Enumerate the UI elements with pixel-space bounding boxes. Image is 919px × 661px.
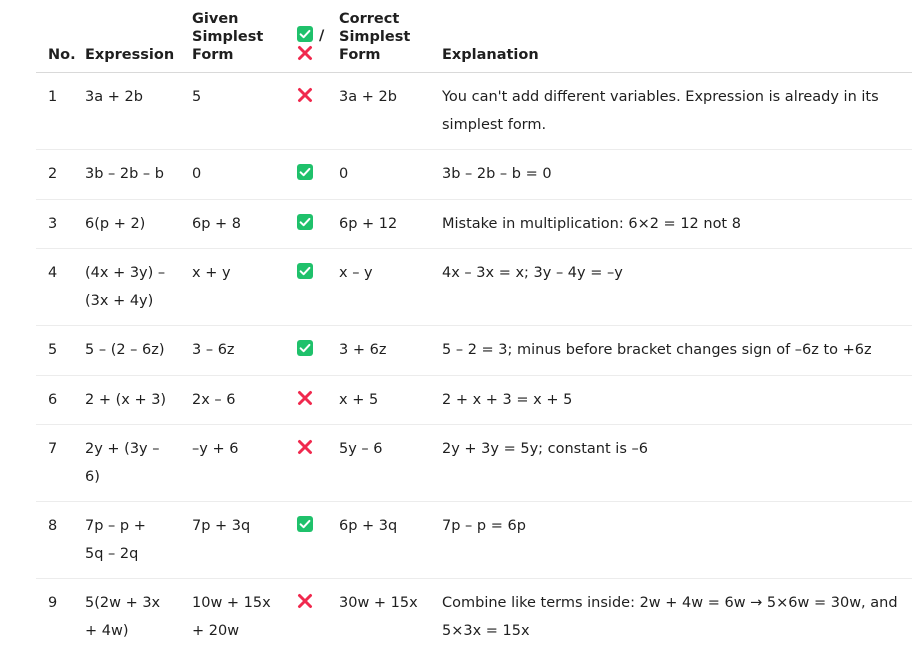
check-mark-icon [297,26,313,42]
table-row [36,579,912,656]
cell-correct: 6p + 3q [327,502,430,579]
header-check [285,0,327,73]
cell-given: 0 [180,150,285,200]
cell-no: 2 [36,150,73,200]
table-row [36,73,912,150]
cross-mark-icon [297,87,313,103]
cell-status [285,73,327,150]
table-body [36,73,912,656]
cell-expression: 5 – (2 – 6z) [73,326,180,376]
cell-correct: 3a + 2b [327,73,430,150]
cell-correct: x + 5 [327,375,430,425]
cell-status [285,326,327,376]
header-correct: Correct Simplest Form [327,0,430,73]
cell-status [285,375,327,425]
header-explanation: Explanation [430,0,912,73]
table-row [36,249,912,326]
cell-no: 5 [36,326,73,376]
cell-given: 6p + 8 [180,199,285,249]
cell-correct: 3 + 6z [327,326,430,376]
cell-explanation: 5 – 2 = 3; minus before bracket changes sign of –6z to +6z [430,326,912,376]
header-given: Given Simplest Form [180,0,285,73]
cell-expression: 5(2w + 3x + 4w) [85,595,161,639]
cell-correct: x – y [327,249,430,326]
cell-status [285,502,327,579]
cell-correct: 5y – 6 [327,425,430,502]
cell-no: 9 [48,595,58,611]
cell-expression: 7p – p + 5q – 2q [73,502,180,579]
cell-given: 7p + 3q [180,502,285,579]
cell-given: x + y [180,249,285,326]
cell-expression: 3a + 2b [73,73,180,150]
check-mark-icon [297,214,313,230]
check-mark-icon [297,516,313,532]
cell-explanation: Combine like terms inside: 2w + 4w = 6w → 5×6w = 30w, and 5×3x = 15x [442,595,898,639]
cell-no: 6 [36,375,73,425]
cross-mark-icon [297,390,313,406]
cell-explanation: 3b – 2b – b = 0 [430,150,912,200]
table-row [36,326,912,376]
cell-no: 1 [36,73,73,150]
cell-explanation: 2 + x + 3 = x + 5 [430,375,912,425]
cell-no: 4 [36,249,73,326]
cell-status [285,579,327,656]
cell-correct: 30w + 15x [339,595,418,611]
check-mark-icon [297,164,313,180]
cell-no: 7 [36,425,73,502]
header-check-line [297,28,324,44]
cell-explanation: Mistake in multiplication: 6×2 = 12 not 8 [430,199,912,249]
check-mark-icon [297,340,313,356]
cell-expression: 3b – 2b – b [73,150,180,200]
cross-mark-icon [297,593,313,609]
cell-no: 8 [36,502,73,579]
cell-given: –y + 6 [180,425,285,502]
cell-expression: (4x + 3y) – (3x + 4y) [73,249,180,326]
cell-status [285,150,327,200]
table-header [36,0,912,73]
cell-expression: 2 + (x + 3) [73,375,180,425]
cell-no: 3 [36,199,73,249]
cell-given: 5 [180,73,285,150]
header-no: No. [36,0,73,73]
cell-expression: 2y + (3y – 6) [73,425,180,502]
cell-given: 2x – 6 [180,375,285,425]
cell-status [285,425,327,502]
check-mark-icon [297,263,313,279]
cell-status [285,199,327,249]
cell-given: 3 – 6z [180,326,285,376]
cell-correct: 6p + 12 [327,199,430,249]
simplification-table [36,0,912,655]
table-row [36,375,912,425]
cross-mark-icon [297,439,313,455]
header-check-slash: / [319,28,325,44]
header-expression: Expression [73,0,180,73]
header-row [36,0,912,73]
cell-given: 10w + 15x + 20w [192,595,271,639]
table-row [36,199,912,249]
cell-explanation: 7p – p = 6p [430,502,912,579]
cell-correct: 0 [327,150,430,200]
cross-mark-icon [297,45,313,61]
cell-expression: 6(p + 2) [73,199,180,249]
table-row [36,425,912,502]
cell-status [285,249,327,326]
cell-explanation: 4x – 3x = x; 3y – 4y = –y [430,249,912,326]
table-row [36,502,912,579]
cell-explanation: You can't add different variables. Expression is already in its simplest form. [430,73,912,150]
cell-explanation: 2y + 3y = 5y; constant is –6 [430,425,912,502]
table-row [36,150,912,200]
